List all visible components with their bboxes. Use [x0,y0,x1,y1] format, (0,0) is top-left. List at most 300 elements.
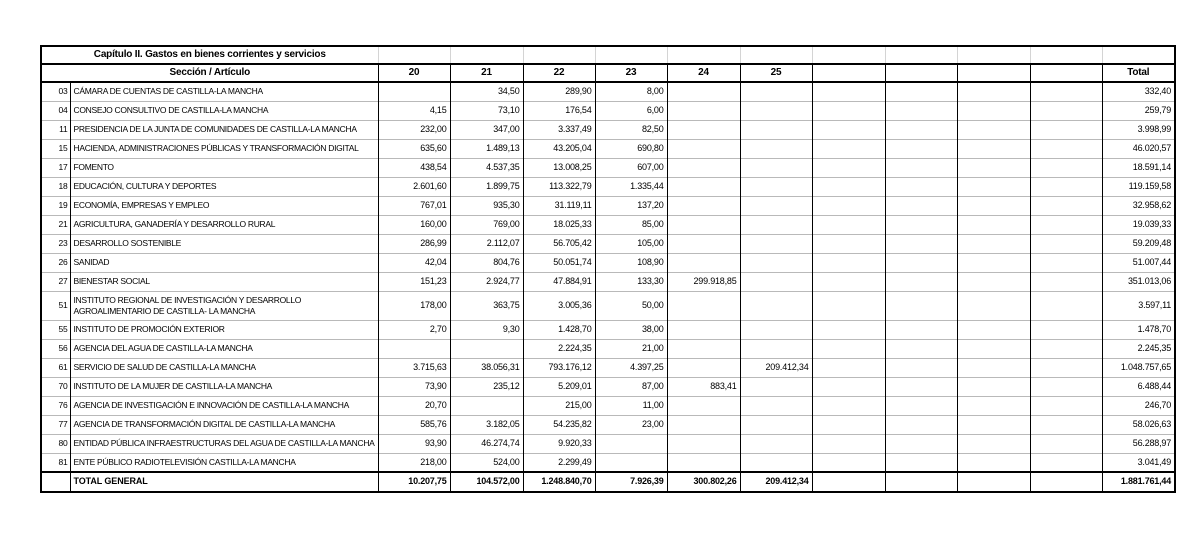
cell-empty [957,101,1030,120]
cell-empty [812,196,885,215]
cell-empty [1030,453,1102,472]
title-empty-cell [885,46,957,64]
cell-empty [812,272,885,291]
cell-empty [885,139,957,158]
cell-25 [740,291,812,320]
column-header-20: 20 [378,64,450,82]
row-name: INSTITUTO DE PROMOCIÓN EXTERIOR [70,320,378,339]
cell-23: 690,80 [595,139,667,158]
total-row-label: TOTAL GENERAL [70,472,378,492]
row-total: 351.013,06 [1102,272,1175,291]
cell-empty [812,215,885,234]
cell-24 [667,253,740,272]
cell-empty [812,415,885,434]
cell-21: 235,12 [450,377,523,396]
cell-empty [812,82,885,101]
row-code: 11 [41,120,70,139]
cell-23: 607,00 [595,158,667,177]
row-code: 17 [41,158,70,177]
cell-empty [1030,177,1102,196]
cell-24 [667,453,740,472]
cell-23: 137,20 [595,196,667,215]
row-total: 332,40 [1102,82,1175,101]
cell-24 [667,101,740,120]
row-total: 1.478,70 [1102,320,1175,339]
cell-21: 4.537,35 [450,158,523,177]
cell-empty [885,158,957,177]
column-header-row [41,64,1175,82]
cell-24: 299.918,85 [667,272,740,291]
cell-21: 9,30 [450,320,523,339]
row-code: 23 [41,234,70,253]
cell-24 [667,434,740,453]
table-row [41,272,1175,291]
cell-25 [740,215,812,234]
title-empty-cell [378,46,450,64]
cell-empty [812,453,885,472]
row-code: 19 [41,196,70,215]
row-code: 76 [41,396,70,415]
cell-empty [885,453,957,472]
total-cell-grand: 1.881.761,44 [1102,472,1175,492]
cell-empty [957,272,1030,291]
cell-empty [885,377,957,396]
title-empty-cell [812,46,885,64]
cell-22: 13.008,25 [523,158,595,177]
column-header-empty [885,64,957,82]
cell-21: 1.489,13 [450,139,523,158]
cell-empty [1030,377,1102,396]
title-empty-cell [1030,46,1102,64]
cell-empty [812,234,885,253]
cell-22: 31.119,11 [523,196,595,215]
cell-25 [740,396,812,415]
cell-empty [885,120,957,139]
cell-empty [957,453,1030,472]
cell-22: 47.884,91 [523,272,595,291]
total-cell-empty [957,472,1030,492]
cell-empty [885,196,957,215]
row-total: 119.159,58 [1102,177,1175,196]
cell-24 [667,215,740,234]
cell-empty [885,253,957,272]
table-row [41,196,1175,215]
cell-21: 2.112,07 [450,234,523,253]
cell-20: 151,23 [378,272,450,291]
cell-empty [957,177,1030,196]
cell-23: 108,90 [595,253,667,272]
cell-empty [885,82,957,101]
cell-20: 4,15 [378,101,450,120]
total-cell-23: 7.926,39 [595,472,667,492]
cell-empty [957,139,1030,158]
cell-23 [595,434,667,453]
cell-empty [1030,358,1102,377]
column-header-total: Total [1102,64,1175,82]
cell-empty [957,434,1030,453]
cell-22: 2.224,35 [523,339,595,358]
cell-24 [667,320,740,339]
cell-25 [740,453,812,472]
cell-22: 176,54 [523,101,595,120]
cell-21: 46.274,74 [450,434,523,453]
cell-25 [740,434,812,453]
table-title-row [41,46,1175,64]
cell-empty [885,101,957,120]
row-name: INSTITUTO DE LA MUJER DE CASTILLA-LA MANCHA [70,377,378,396]
row-code: 56 [41,339,70,358]
row-name: EDUCACIÓN, CULTURA Y DEPORTES [70,177,378,196]
row-code: 18 [41,177,70,196]
row-total: 259,79 [1102,101,1175,120]
cell-22: 56.705,42 [523,234,595,253]
title-empty-cell [523,46,595,64]
cell-25 [740,120,812,139]
row-code: 26 [41,253,70,272]
row-total: 56.288,97 [1102,434,1175,453]
cell-empty [1030,139,1102,158]
cell-22: 3.337,49 [523,120,595,139]
table-row [41,177,1175,196]
total-cell-empty [885,472,957,492]
cell-22: 3.005,36 [523,291,595,320]
row-name: SERVICIO DE SALUD DE CASTILLA-LA MANCHA [70,358,378,377]
cell-20 [378,82,450,101]
cell-22: 113.322,79 [523,177,595,196]
cell-22: 289,90 [523,82,595,101]
cell-25 [740,253,812,272]
row-name: CÁMARA DE CUENTAS DE CASTILLA-LA MANCHA [70,82,378,101]
cell-empty [957,320,1030,339]
cell-empty [885,434,957,453]
cell-empty [885,215,957,234]
cell-20: 232,00 [378,120,450,139]
cell-empty [812,377,885,396]
table-row [41,253,1175,272]
column-header-23: 23 [595,64,667,82]
cell-24 [667,196,740,215]
title-empty-cell [1102,46,1175,64]
cell-empty [957,396,1030,415]
cell-23: 4.397,25 [595,358,667,377]
total-cell-empty [812,472,885,492]
cell-22: 43.205,04 [523,139,595,158]
row-name: AGENCIA DE TRANSFORMACIÓN DIGITAL DE CASTILLA-LA MANCHA [70,415,378,434]
table-row [41,158,1175,177]
row-code: 51 [41,291,70,320]
cell-empty [1030,272,1102,291]
cell-24 [667,139,740,158]
cell-21: 73,10 [450,101,523,120]
row-total: 51.007,44 [1102,253,1175,272]
table-row [41,434,1175,453]
column-header-25: 25 [740,64,812,82]
cell-22: 5.209,01 [523,377,595,396]
title-empty-cell [667,46,740,64]
cell-empty [885,291,957,320]
table-row [41,358,1175,377]
cell-empty [1030,82,1102,101]
cell-empty [957,215,1030,234]
row-name: FOMENTO [70,158,378,177]
column-header-21: 21 [450,64,523,82]
title-empty-cell [450,46,523,64]
column-header-24: 24 [667,64,740,82]
column-header-empty [812,64,885,82]
cell-25 [740,320,812,339]
row-total: 46.020,57 [1102,139,1175,158]
cell-23 [595,453,667,472]
cell-23: 11,00 [595,396,667,415]
total-row [41,472,1175,492]
cell-25 [740,339,812,358]
cell-21: 347,00 [450,120,523,139]
row-code: 81 [41,453,70,472]
cell-24 [667,396,740,415]
cell-20: 2,70 [378,320,450,339]
table-row [41,396,1175,415]
table-row [41,82,1175,101]
table-row [41,234,1175,253]
row-total: 2.245,35 [1102,339,1175,358]
cell-empty [1030,158,1102,177]
cell-empty [957,253,1030,272]
row-code: 04 [41,101,70,120]
row-total: 1.048.757,65 [1102,358,1175,377]
row-total: 3.041,49 [1102,453,1175,472]
cell-empty [812,320,885,339]
cell-22: 18.025,33 [523,215,595,234]
cell-empty [957,196,1030,215]
table-row [41,291,1175,320]
cell-24 [667,339,740,358]
cell-20: 585,76 [378,415,450,434]
cell-22: 54.235,82 [523,415,595,434]
cell-empty [885,177,957,196]
cell-23: 87,00 [595,377,667,396]
total-cell-20: 10.207,75 [378,472,450,492]
cell-20: 160,00 [378,215,450,234]
cell-empty [885,415,957,434]
cell-empty [957,358,1030,377]
cell-20: 73,90 [378,377,450,396]
cell-20: 42,04 [378,253,450,272]
row-total: 3.998,99 [1102,120,1175,139]
cell-24 [667,415,740,434]
cell-21: 935,30 [450,196,523,215]
cell-empty [812,253,885,272]
cell-20: 178,00 [378,291,450,320]
row-name: AGENCIA DEL AGUA DE CASTILLA-LA MANCHA [70,339,378,358]
row-total: 32.958,62 [1102,196,1175,215]
cell-20: 20,70 [378,396,450,415]
row-code: 21 [41,215,70,234]
row-name: HACIENDA, ADMINISTRACIONES PÚBLICAS Y TRANSFORMACIÓN DIGITAL [70,139,378,158]
row-name: AGRICULTURA, GANADERÍA Y DESARROLLO RURAL [70,215,378,234]
cell-empty [1030,120,1102,139]
row-name: PRESIDENCIA DE LA JUNTA DE COMUNIDADES DE CASTILLA-LA MANCHA [70,120,378,139]
cell-empty [812,139,885,158]
table-row [41,415,1175,434]
row-total: 246,70 [1102,396,1175,415]
row-code: 03 [41,82,70,101]
cell-empty [812,291,885,320]
cell-25 [740,177,812,196]
cell-22: 1.428,70 [523,320,595,339]
cell-23: 23,00 [595,415,667,434]
cell-empty [957,158,1030,177]
cell-23: 85,00 [595,215,667,234]
cell-empty [1030,320,1102,339]
total-cell-empty [1030,472,1102,492]
cell-22: 215,00 [523,396,595,415]
row-name: ENTIDAD PÚBLICA INFRAESTRUCTURAS DEL AGUA DE CASTILLA-LA MANCHA [70,434,378,453]
cell-empty [957,415,1030,434]
cell-21: 3.182,05 [450,415,523,434]
table-title: Capítulo II. Gastos en bienes corrientes y servicios [41,46,378,64]
cell-empty [812,434,885,453]
cell-21: 34,50 [450,82,523,101]
cell-21 [450,339,523,358]
row-code: 15 [41,139,70,158]
cell-empty [812,358,885,377]
cell-20: 286,99 [378,234,450,253]
cell-21: 363,75 [450,291,523,320]
cell-22: 2.299,49 [523,453,595,472]
cell-empty [885,339,957,358]
cell-empty [1030,291,1102,320]
row-name: CONSEJO CONSULTIVO DE CASTILLA-LA MANCHA [70,101,378,120]
table-row [41,215,1175,234]
cell-empty [1030,434,1102,453]
row-code: 77 [41,415,70,434]
cell-23: 21,00 [595,339,667,358]
row-total: 58.026,63 [1102,415,1175,434]
cell-21: 1.899,75 [450,177,523,196]
cell-20: 2.601,60 [378,177,450,196]
cell-20: 218,00 [378,453,450,472]
row-name: SANIDAD [70,253,378,272]
cell-23: 105,00 [595,234,667,253]
cell-empty [1030,196,1102,215]
row-name: ECONOMÍA, EMPRESAS Y EMPLEO [70,196,378,215]
table-row [41,120,1175,139]
title-empty-cell [740,46,812,64]
total-cell-24: 300.802,26 [667,472,740,492]
section-header: Sección / Artículo [41,64,378,82]
cell-24 [667,120,740,139]
total-cell-25: 209.412,34 [740,472,812,492]
cell-20 [378,339,450,358]
cell-22: 9.920,33 [523,434,595,453]
cell-empty [957,339,1030,358]
cell-empty [1030,396,1102,415]
table-row [41,101,1175,120]
cell-empty [957,234,1030,253]
cell-empty [1030,415,1102,434]
cell-23: 50,00 [595,291,667,320]
row-name: AGENCIA DE INVESTIGACIÓN E INNOVACIÓN DE CASTILLA-LA MANCHA [70,396,378,415]
cell-25 [740,196,812,215]
cell-empty [957,291,1030,320]
cell-empty [812,396,885,415]
cell-20: 635,60 [378,139,450,158]
cell-empty [812,158,885,177]
cell-24 [667,158,740,177]
table-row [41,139,1175,158]
row-total: 3.597,11 [1102,291,1175,320]
cell-23: 133,30 [595,272,667,291]
cell-empty [885,272,957,291]
row-code: 55 [41,320,70,339]
cell-empty [812,339,885,358]
total-row-code-cell [41,472,70,492]
cell-25 [740,377,812,396]
cell-24 [667,358,740,377]
cell-empty [957,82,1030,101]
cell-20: 3.715,63 [378,358,450,377]
row-total: 6.488,44 [1102,377,1175,396]
row-name: DESARROLLO SOSTENIBLE [70,234,378,253]
row-name: ENTE PÚBLICO RADIOTELEVISIÓN CASTILLA-LA MANCHA [70,453,378,472]
cell-22: 50.051,74 [523,253,595,272]
cell-empty [812,120,885,139]
cell-21: 38.056,31 [450,358,523,377]
cell-21: 804,76 [450,253,523,272]
cell-25 [740,272,812,291]
cell-25 [740,101,812,120]
row-name: INSTITUTO REGIONAL DE INVESTIGACIÓN Y DESARROLLO AGROALIMENTARIO DE CASTILLA- LA MANCHA [70,291,378,320]
cell-20: 93,90 [378,434,450,453]
cell-21: 769,00 [450,215,523,234]
cell-empty [812,177,885,196]
cell-empty [957,377,1030,396]
title-empty-cell [595,46,667,64]
cell-empty [885,320,957,339]
cell-empty [885,234,957,253]
cell-25 [740,415,812,434]
cell-20: 438,54 [378,158,450,177]
cell-23: 8,00 [595,82,667,101]
cell-empty [885,358,957,377]
cell-25 [740,82,812,101]
cell-25 [740,158,812,177]
row-total: 59.209,48 [1102,234,1175,253]
cell-23: 82,50 [595,120,667,139]
row-code: 80 [41,434,70,453]
cell-25 [740,234,812,253]
cell-empty [1030,253,1102,272]
cell-21: 524,00 [450,453,523,472]
cell-23: 38,00 [595,320,667,339]
column-header-empty [1030,64,1102,82]
cell-empty [957,120,1030,139]
cell-25 [740,139,812,158]
cell-24: 883,41 [667,377,740,396]
cell-24 [667,291,740,320]
row-total: 19.039,33 [1102,215,1175,234]
row-code: 61 [41,358,70,377]
column-header-empty [957,64,1030,82]
total-cell-22: 1.248.840,70 [523,472,595,492]
cell-empty [885,396,957,415]
cell-21 [450,396,523,415]
table-row [41,320,1175,339]
cell-23: 1.335,44 [595,177,667,196]
cell-empty [1030,101,1102,120]
cell-20: 767,01 [378,196,450,215]
budget-table [40,45,1176,493]
